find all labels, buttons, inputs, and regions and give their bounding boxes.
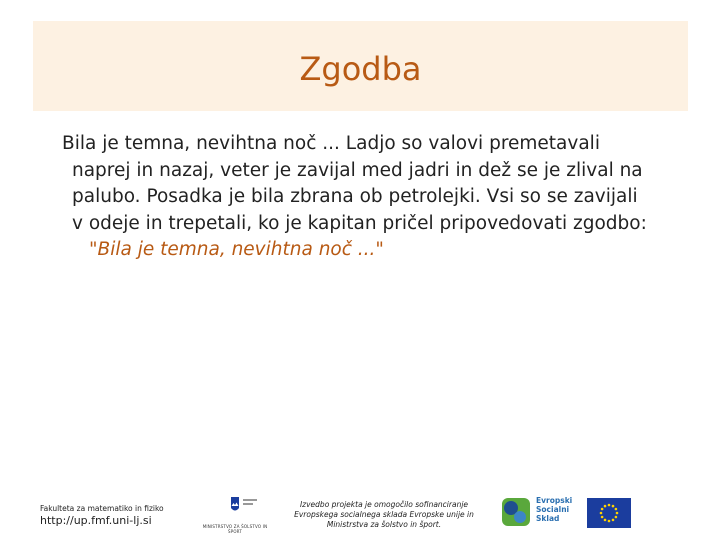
funding-credits xyxy=(286,500,482,530)
credits-line-1: Izvedbo projekta je omogočilo sofinanciranje xyxy=(299,500,469,509)
footer xyxy=(0,490,720,540)
story-line-1: Bila je temna, nevihtna noč ... Ladjo so valovi premetavali xyxy=(62,133,600,154)
credits-line-2: Evropskega socialnega sklada Evropske unije in xyxy=(294,510,474,519)
story-line-3: palubo. Posadka je bila zbrana ob petrolejki. Vsi so se zavijali xyxy=(72,186,638,207)
credits-line-3: Ministrstva za šolstvo in šport. xyxy=(326,520,442,529)
ministry-caption: MINISTRSTVO ZA ŠOLSTVO IN ŠPORT xyxy=(202,524,268,534)
faculty-name: Fakulteta za matematiko in fiziko xyxy=(40,504,164,513)
esf-logo-icon xyxy=(500,496,532,528)
esf-label xyxy=(536,496,572,523)
slide-title: Zgodba xyxy=(299,50,422,88)
ministry-logo xyxy=(197,494,273,534)
story-line-4: v odeje in trepetali, ko je kapitan pričel pripovedovati zgodbo: xyxy=(72,212,647,234)
title-band xyxy=(33,21,688,111)
esf-line-3: Sklad xyxy=(536,514,560,523)
story-text xyxy=(62,131,702,264)
esf-line-1: Evropski xyxy=(536,496,573,505)
story-quote: "Bila je temna, nevihtna noč ..." xyxy=(89,239,384,260)
esf-line-2: Socialni xyxy=(536,505,570,514)
slovenia-coat-of-arms-icon xyxy=(197,494,273,524)
story-line-2: naprej in nazaj, veter je zavijal med jadri in dež se je zlival na xyxy=(72,159,643,181)
eu-flag-icon xyxy=(587,498,631,528)
faculty-url[interactable]: http://up.fmf.uni-lj.si xyxy=(40,514,152,527)
